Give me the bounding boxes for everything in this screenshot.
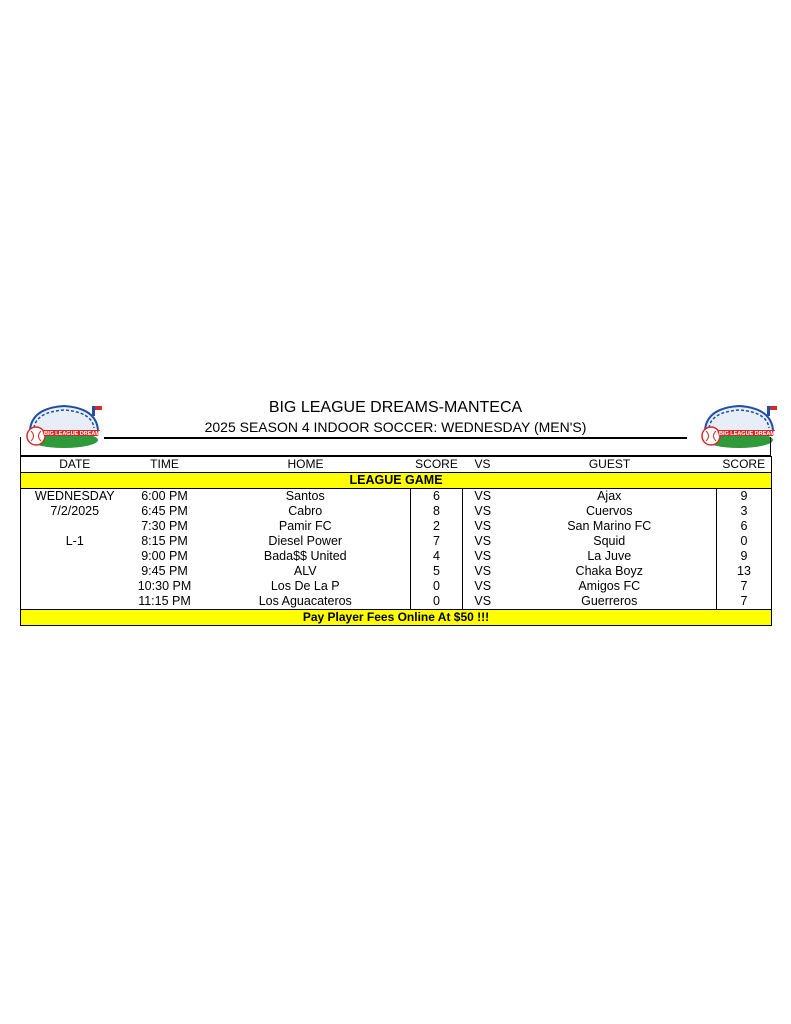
page-subtitle: 2025 SEASON 4 INDOOR SOCCER: WEDNESDAY (MEN'S)	[204, 419, 587, 435]
guest-team: Squid	[593, 534, 626, 548]
guest-team: Chaka Boyz	[575, 564, 643, 578]
home-score: 0	[411, 579, 463, 594]
date-info-cell	[21, 564, 129, 579]
guest-team: San Marino FC	[567, 519, 652, 533]
game-time: 10:30 PM	[137, 579, 192, 593]
guest-team: La Juve	[587, 549, 632, 563]
guest-score: 7	[717, 594, 772, 610]
logo-left-text: BIG LEAGUE DREAMS	[44, 431, 104, 437]
game-row	[21, 534, 772, 549]
schedule-sheet	[20, 398, 779, 626]
guest-team: Amigos FC	[578, 579, 641, 593]
guest-score: 6	[717, 519, 772, 534]
date-info-cell	[21, 519, 129, 534]
home-score: 0	[411, 594, 463, 610]
guest-score: 13	[717, 564, 772, 579]
game-row	[21, 519, 772, 534]
col-home-score: SCORE	[411, 457, 463, 473]
col-date: DATE	[21, 457, 129, 473]
col-vs: VS	[463, 457, 503, 473]
home-score: 8	[411, 504, 463, 519]
vs-label: VS	[474, 549, 492, 563]
vs-label: VS	[474, 594, 492, 608]
game-time: 9:45 PM	[141, 564, 188, 578]
game-time: 11:15 PM	[138, 594, 191, 608]
home-team: Cabro	[288, 504, 323, 518]
home-team: Pamir FC	[278, 519, 332, 533]
section-label: LEAGUE GAME	[21, 473, 772, 489]
guest-score: 0	[717, 534, 772, 549]
col-home: HOME	[201, 457, 411, 473]
footer-band	[21, 610, 772, 626]
col-guest: GUEST	[503, 457, 717, 473]
home-team: Bada$$ United	[263, 549, 347, 563]
home-score: 5	[411, 564, 463, 579]
guest-score: 9	[717, 489, 772, 505]
footer-note: Pay Player Fees Online At $50 !!!	[21, 610, 772, 626]
vs-label: VS	[474, 519, 492, 533]
game-row	[21, 594, 772, 610]
game-time: 8:15 PM	[141, 534, 188, 548]
game-time: 6:00 PM	[141, 489, 188, 503]
date-info-cell: L-1	[65, 534, 84, 548]
game-time: 9:00 PM	[141, 549, 188, 563]
game-row	[21, 564, 772, 579]
game-row	[21, 579, 772, 594]
game-time: 7:30 PM	[141, 519, 188, 533]
col-time: TIME	[129, 457, 201, 473]
schedule-table	[20, 456, 772, 626]
section-band	[21, 473, 772, 489]
game-row	[21, 504, 772, 519]
vs-label: VS	[474, 489, 492, 503]
guest-team: Ajax	[597, 489, 622, 503]
date-info-cell	[21, 594, 129, 610]
col-guest-score: SCORE	[717, 457, 772, 473]
guest-team: Guerreros	[581, 594, 638, 608]
vs-label: VS	[474, 504, 492, 518]
home-team: Santos	[285, 489, 325, 503]
logo-right-text: BIG LEAGUE DREAMS	[719, 431, 779, 437]
home-score: 4	[411, 549, 463, 564]
home-team: Los De La P	[270, 579, 340, 593]
big-league-dreams-logo-right	[697, 400, 781, 450]
home-team: Los Aguacateros	[258, 594, 352, 608]
game-time: 6:45 PM	[141, 504, 188, 518]
vs-label: VS	[474, 534, 492, 548]
home-team: Diesel Power	[268, 534, 343, 548]
column-header-row	[21, 457, 772, 473]
frame-top-border	[20, 455, 771, 456]
vs-label: VS	[474, 579, 492, 593]
title-underline	[104, 437, 687, 439]
date-info-cell	[21, 579, 129, 594]
guest-score: 9	[717, 549, 772, 564]
guest-team: Cuervos	[585, 504, 633, 518]
page-title: BIG LEAGUE DREAMS-MANTECA	[268, 399, 523, 416]
guest-score: 3	[717, 504, 772, 519]
home-score: 7	[411, 534, 463, 549]
schedule-header	[20, 398, 779, 456]
home-score: 2	[411, 519, 463, 534]
guest-score: 7	[717, 579, 772, 594]
vs-label: VS	[474, 564, 492, 578]
game-row	[21, 549, 772, 564]
game-row	[21, 489, 772, 505]
home-score: 6	[411, 489, 463, 505]
date-info-cell: WEDNESDAY	[34, 489, 115, 503]
date-info-cell: 7/2/2025	[50, 504, 100, 518]
home-team: ALV	[293, 564, 317, 578]
date-info-cell	[21, 549, 129, 564]
